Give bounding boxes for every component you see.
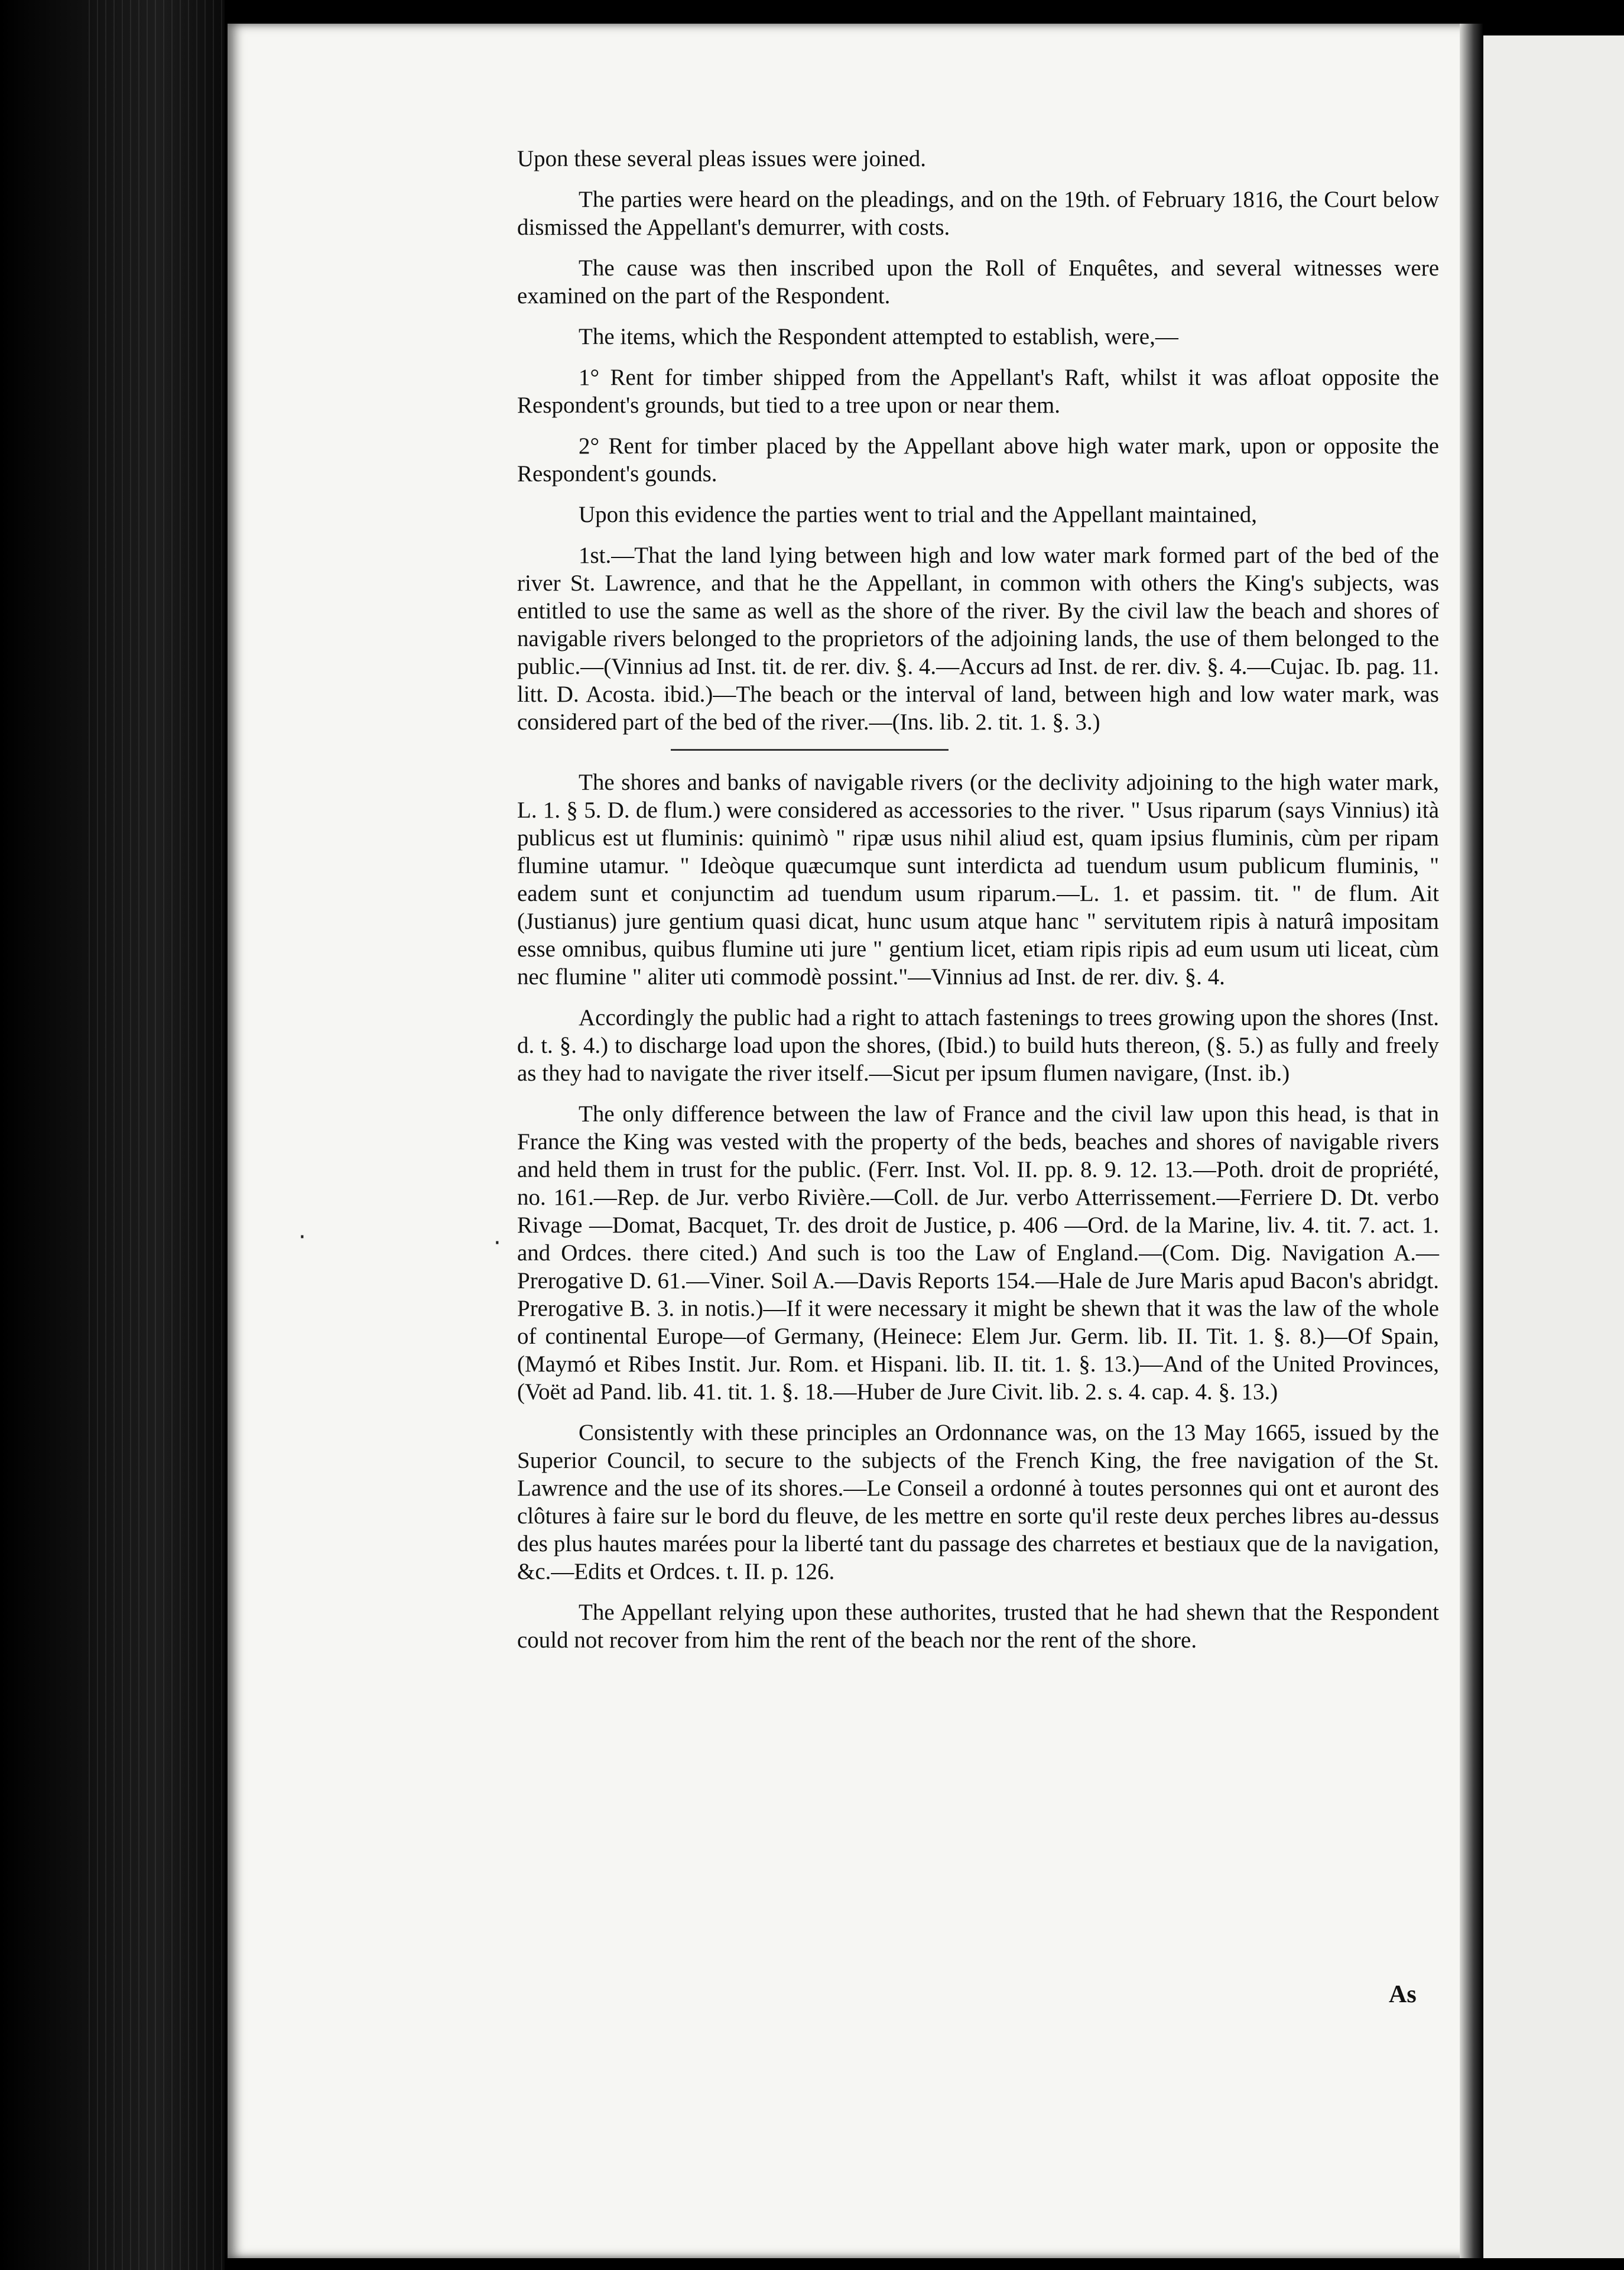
paragraph-4: The items, which the Respondent attempted to establish, were,— — [579, 324, 1178, 349]
paragraph-1: Upon these several pleas issues were joined. — [517, 146, 927, 171]
paragraph-9: The shores and banks of navigable rivers (or the declivity adjoining to the high water mark, L. 1. § 5. D. de flum.) were considered as accessories to the river. " Usus riparum (says Vinnius) ità publicus est ut fluminis: quinimò " ripæ usus nihil aliud est, quam ipsius fluminis, cùm per ripam flumine utamur. " Ideòque quæcumque sunt interdicta ad tuendum usum publicum fluminis, " eadem sunt et conjunctim ad tuendum usum riparum.—L. 1. et passim. tit. " de flum. Ait (Justianus) jure gentium quasi dicat, hunc usum atque hanc " servitutem ripis à naturâ impositam esse omnibus, quibus flumine uti jure " gentium licet, etiam ripis ripis ad eum usum uti liceat, cùm nec flumine " aliter uti commodè possint."—Vinnius ad Inst. de rer. div. §. 4. — [517, 770, 1439, 990]
paragraph-13: The Appellant relying upon these authorites, trusted that he had shewn that the Respondent could not recover from him the rent of the beach nor the rent of the shore. — [517, 1600, 1439, 1653]
section-rule — [671, 749, 949, 751]
paragraph-5: 1° Rent for timber shipped from the Appellant's Raft, whilst it was afloat opposite the Respondent's grounds, but tied to a tree upon or near them. — [517, 365, 1439, 418]
page-edges — [89, 0, 225, 2270]
paragraph-3: The cause was then inscribed upon the Roll of Enquêtes, and several witnesses were examined on the part of the Respondent. — [517, 255, 1439, 309]
paragraph-11: The only difference between the law of France and the civil law upon this head, is that in France the King was vested with the property of the beds, beaches and shores of navigable rivers and held them in trust for the public. (Ferr. Inst. Vol. II. pp. 8. 9. 12. 13.—Poth. droit de propriété, no. 161.—Rep. de Jur. verbo Rivière.—Coll. de Jur. verbo Atterrissement.—Ferriere D. Dt. verbo Rivage —Domat, Bacquet, Tr. des droit de Justice, p. 406 —Ord. de la Marine, liv. 4. tit. 7. act. 1. and Ordces. there cited.) And such is too the Law of England.—(Com. Dig. Navigation A.—Prerogative D. 61.—Viner. Soil A.—Davis Reports 154.—Hale de Jure Maris apud Bacon's abridgt. Prerogative B. 3. in notis.)—If it were necessary it might be shewn that it was the law of the whole of continental Europe—of Germany, (Heinece: Elem Jur. Germ. lib. II. Tit. 1. §. 8.)—Of Spain, (Maymó et Ribes Instit. Jur. Rom. et Hispani. lib. II. tit. 1. §. 13.)—And of the United Provinces, (Voët ad Pand. lib. 41. tit. 1. §. 18.—Huber de Jure Civit. lib. 2. s. 4. cap. 4. §. 13.) — [517, 1101, 1439, 1405]
page-edge-shadow — [1460, 24, 1483, 2258]
paragraph-6: 2° Rent for timber placed by the Appellant above high water mark, upon or opposite the Respondent's gounds. — [517, 433, 1439, 487]
paragraph-12: Consistently with these principles an Ordonnance was, on the 13 May 1665, issued by the Superior Council, to secure to the subjects of the French King, the free navigation of the St. Lawrence and the use of its shores.—Le Conseil a ordonné à toutes personnes qui ont et auront des clôtures à faire sur le bord du fleuve, de les mettre en sorte qu'il reste deux perches libres au-dessus des plus hautes marées pour la liberté tant du passage des charretes et bestiaux que de la navigation, &c.—Edits et Ordces. t. II. p. 126. — [517, 1420, 1439, 1584]
facing-page — [1483, 35, 1624, 2258]
margin-speck: · — [493, 1230, 501, 1257]
paragraph-2: The parties were heard on the pleadings, and on the 19th. of February 1816, the Court below dismissed the Appellant's demurrer, with costs. — [517, 187, 1439, 240]
paragraph-7: Upon this evidence the parties went to trial and the Appellant maintained, — [579, 502, 1258, 527]
margin-speck: · — [298, 1224, 306, 1251]
paragraph-10: Accordingly the public had a right to attach fastenings to trees growing upon the shores (Inst. d. t. §. 4.) to discharge load upon the shores, (Ibid.) to build huts thereon, (§. 5.) as fully and freely as they had to navigate the river itself.—Sicut per ipsum flumen navigare, (Inst. ib.) — [517, 1005, 1439, 1086]
page-body — [517, 145, 1439, 1667]
catchword: As — [1389, 1981, 1417, 2008]
paragraph-8: 1st.—That the land lying between high and low water mark formed part of the bed of the river St. Lawrence, and that he the Appellant, in common with others the King's subjects, was entitled to use the same as well as the shore of the river. By the civil law the beach and shores of navigable rivers belonged to the proprietors of the adjoining lands, the use of them belonged to the public.—(Vinnius ad Inst. tit. de rer. div. §. 4.—Accurs ad Inst. de rer. div. §. 4.—Cujac. Ib. pag. 11. litt. D. Acosta. ibid.)—The beach or the interval of land, between high and low water mark, was considered part of the bed of the river.—(Ins. lib. 2. tit. 1. §. 3.) — [517, 543, 1439, 735]
